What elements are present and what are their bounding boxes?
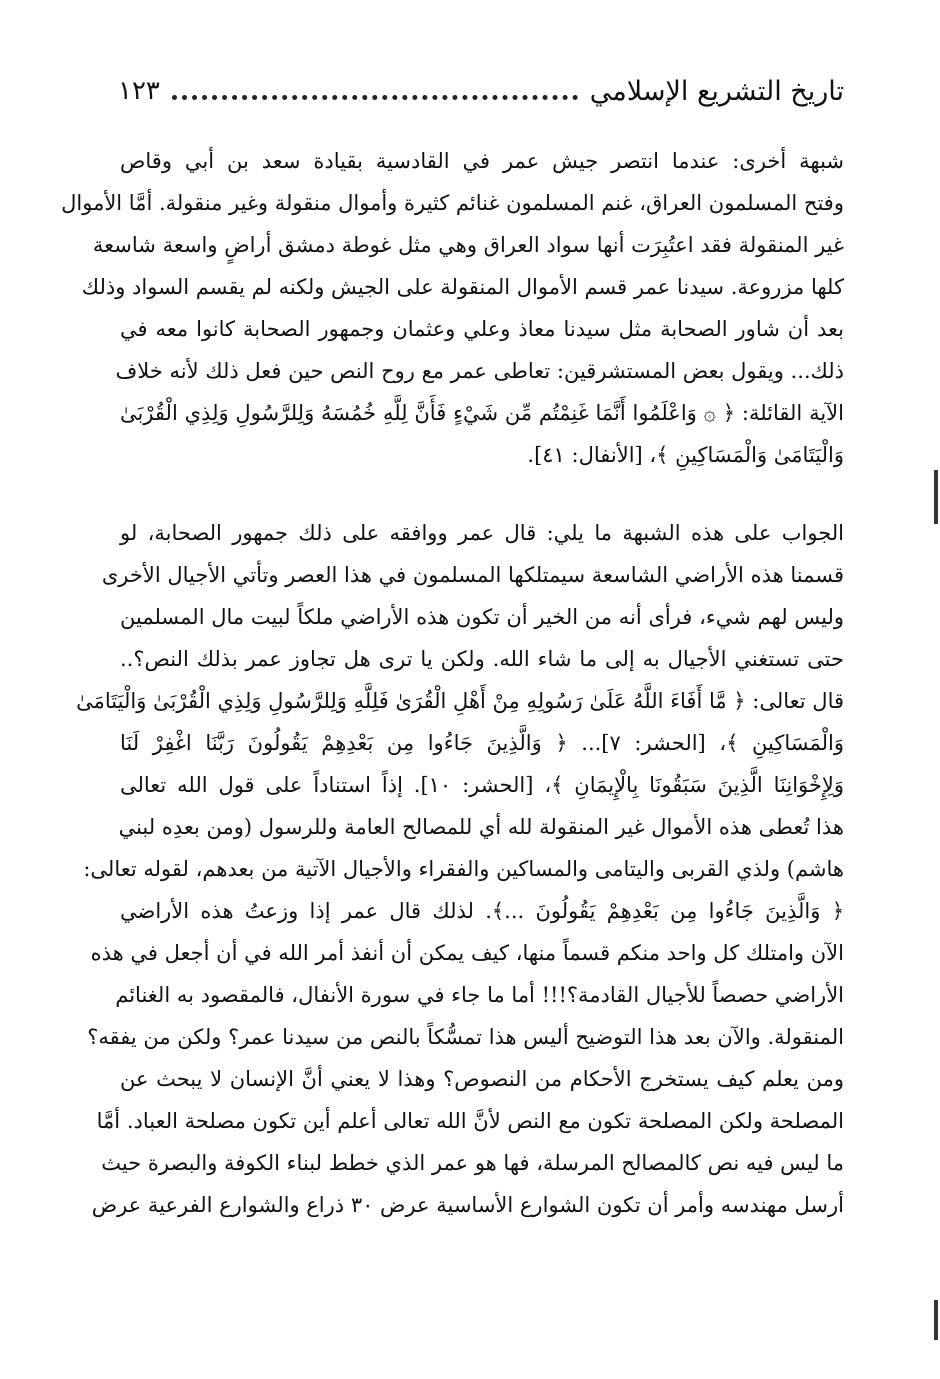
text-line: وليس لهم شيء، فرأى أنه من الخير أن تكون هذه الأراضي ملكاً لبيت مال المسلمين bbox=[120, 605, 844, 629]
quran-verse-line: قال تعالى: ﴿ مَّا أَفَاءَ اللَّهُ عَلَىٰ رَسُولِهِ مِنْ أَهْلِ الْقُرَىٰ فَلِلَّهِ وَلِلرَّسُولِ وَلِذِي الْقُرْبَىٰ وَالْيَتَامَىٰ bbox=[76, 689, 844, 713]
scan-edge-mark bbox=[934, 1300, 938, 1340]
text-line: الأراضي حصصاً للأجيال القادمة؟!!! أما ما جاء في سورة الأنفال، فالمقصود به الغنائم bbox=[115, 983, 844, 1007]
text-line: قسمنا هذه الأراضي الشاسعة سيمتلكها المسلمون في هذا العصر وتأتي الأجيال الأخرى bbox=[101, 563, 844, 587]
text-line: غير المنقولة فقد اعتُبِرَت أنها سواد العراق وهي مثل غوطة دمشق أراضٍ واسعة شاسعة bbox=[92, 233, 844, 257]
running-header bbox=[118, 68, 844, 114]
text-line: بعد أن شاور الصحابة مثل سيدنا معاذ وعلي وعثمان وجمهور الصحابة كانوا معه في bbox=[120, 317, 844, 341]
text-line: المنقولة. والآن بعد هذا التوضيح أليس هذا تمسُّكاً بالنص من سيدنا عمر؟ ولكن من يفقه؟ bbox=[87, 1025, 844, 1049]
text-line: أرسل مهندسه وأمر أن تكون الشوارع الأساسية عرض ٣٠ ذراع والشوارع الفرعية عرض bbox=[91, 1193, 844, 1217]
paragraph-answer bbox=[76, 512, 844, 1226]
text-line: هاشم) ولذي القربى واليتامى والمساكين والفقراء والأجيال الآتية من بعدهم، لقوله تعالى: bbox=[83, 857, 844, 881]
quran-verse-line: الآية القائلة: ﴿ ۞ وَاعْلَمُوا أَنَّمَا غَنِمْتُم مِّن شَيْءٍ فَأَنَّ لِلَّهِ خُمُسَهُ وَلِلرَّسُولِ وَلِذِي الْقُرْبَىٰ bbox=[120, 401, 844, 425]
text-line: حتى تستغني الأجيال به إلى ما شاء الله. ولكن يا ترى هل تجاوز عمر بذلك النص؟.. bbox=[120, 647, 844, 671]
text-line: الآن وامتلك كل واحد منكم قسماً منها، كيف يمكن أن أنفذ أمر الله في أن أجعل في هذه bbox=[90, 941, 844, 965]
text-line: هذا تُعطى هذه الأموال غير المنقولة لله أي للمصالح العامة وللرسول (ومن بعدِه لبني bbox=[118, 815, 844, 839]
paragraph-spacer bbox=[120, 476, 844, 512]
quran-verse-line: ﴿ وَالَّذِينَ جَاءُوا مِن بَعْدِهِمْ يَقُولُونَ ...﴾. لذلك قال عمر إذا وزعتُ هذه الأراضي bbox=[120, 899, 844, 923]
text-line: ومن يعلم كيف يستخرج الأحكام من النصوص؟ وهذا لا يعني أنَّ الإنسان لا يبحث عن bbox=[120, 1067, 844, 1091]
text-line: شبهة أخرى: عندما انتصر جيش عمر في القادسية بقيادة سعد بن أبي وقاص bbox=[120, 149, 844, 173]
quran-verse-line: وَلِإِخْوَانِنَا الَّذِينَ سَبَقُونَا بِالْإِيمَانِ ﴾، [الحشر: ١٠]. إذاً استناداً على قول الله تعالى bbox=[120, 773, 844, 797]
text-line: كلها مزروعة. سيدنا عمر قسم الأموال المنقولة على الجيش ولكنه لم يقسم السواد وذلك bbox=[81, 275, 844, 299]
paragraph-objection bbox=[61, 140, 844, 476]
quran-verse-line: وَالْيَتَامَىٰ وَالْمَسَاكِينِ ﴾، [الأنفال: ٤١]. bbox=[527, 443, 844, 467]
page-body bbox=[61, 140, 844, 1226]
page-number: ١٢٣ bbox=[118, 76, 160, 106]
text-line: المصلحة ولكن المصلحة تكون مع النص لأنَّ الله تعالى أعلم أين تكون مصلحة العباد. أمَّا bbox=[96, 1109, 844, 1133]
book-title: تاريخ التشريع الإسلامي bbox=[589, 75, 844, 107]
header-dot-leader bbox=[172, 95, 578, 100]
text-line: ما ليس فيه نص كالمصالح المرسلة، فها هو عمر الذي خطط لبناء الكوفة والبصرة حيث bbox=[101, 1151, 844, 1175]
text-line: وفتح المسلمون العراق، غنم المسلمون غنائم كثيرة وأموال منقولة وغير منقولة. أمَّا الأموال bbox=[61, 191, 844, 215]
text-line: الجواب على هذه الشبهة ما يلي: قال عمر ووافقه على ذلك جمهور الصحابة، لو bbox=[120, 521, 844, 545]
quran-verse-line: وَالْمَسَاكِينِ ﴾، [الحشر: ٧]... ﴿ وَالَّذِينَ جَاءُوا مِن بَعْدِهِمْ يَقُولُونَ رَبَّنَا اغْفِرْ لَنَا bbox=[120, 731, 844, 755]
scan-edge-mark bbox=[934, 470, 938, 524]
text-line: ذلك... ويقول بعض المستشرقين: تعاطى عمر مع روح النص حين فعل ذلك لأنه خلاف bbox=[115, 359, 844, 383]
